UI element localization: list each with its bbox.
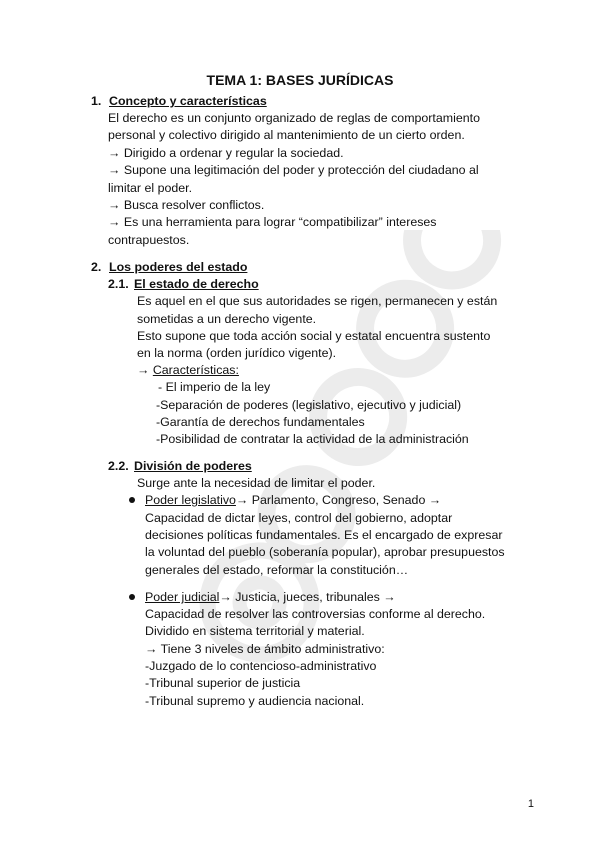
section-1-line: limitar el poder. (108, 181, 193, 195)
judicial-power-text: → Tiene 3 niveles de ámbito administrativo: (145, 642, 385, 656)
subsection-2-1-line: sometidas a un derecho vigente. (137, 312, 317, 326)
characteristics-line (137, 362, 239, 379)
section-2-heading: Los poderes del estado (109, 260, 248, 274)
legislative-power-text: la voluntad del pueblo (soberanía popular), aprobar presupuestos (145, 545, 505, 559)
subsection-2-1-number: 2.1. (108, 277, 129, 291)
subsection-2-1-heading: El estado de derecho (134, 277, 259, 291)
characteristic-item: - El imperio de la ley (158, 380, 271, 394)
legislative-power-label: Poder legislativo (145, 493, 236, 507)
legislative-power-line (145, 492, 441, 509)
legislative-power-text: generales del estado, reformar la constitución… (145, 563, 409, 577)
page-number: 1 (527, 798, 534, 810)
judicial-power-line (145, 589, 396, 606)
judicial-power-label: Poder judicial (145, 590, 220, 604)
characteristic-item: -Posibilidad de contratar la actividad de la administración (156, 432, 469, 446)
characteristic-item: -Separación de poderes (legislativo, ejecutivo y judicial) (156, 398, 462, 412)
subsection-2-1-line: Esto supone que toda acción social y estatal encuentra sustento (137, 329, 491, 343)
arrow-icon: → (137, 363, 150, 377)
section-1-line: El derecho es un conjunto organizado de reglas de comportamiento (108, 111, 480, 125)
legislative-power-rest: → Parlamento, Congreso, Senado → (235, 493, 442, 507)
judicial-power-rest: → Justicia, jueces, tribunales → (219, 590, 396, 604)
bullet-icon (129, 497, 135, 503)
subsection-2-2-intro: Surge ante la necesidad de limitar el poder. (137, 476, 376, 490)
judicial-power-text: -Tribunal superior de justicia (145, 676, 301, 690)
judicial-power-text: Capacidad de resolver las controversias conforme al derecho. (145, 607, 486, 621)
subsection-2-2-number: 2.2. (108, 459, 129, 473)
section-2-number: 2. (91, 260, 102, 274)
subsection-2-1-line: Es aquel en el que sus autoridades se rigen, permanecen y están (137, 294, 498, 308)
section-1-line: → Es una herramienta para lograr “compatibilizar” intereses (108, 215, 437, 229)
section-1-line: personal y colectivo dirigido al mantenimiento de un cierto orden. (108, 128, 465, 142)
characteristics-label: Características: (152, 363, 239, 377)
section-1-number: 1. (91, 94, 102, 108)
section-1-line: contrapuestos. (108, 233, 190, 247)
judicial-power-text: -Juzgado de lo contencioso-administrativo (145, 659, 377, 673)
judicial-power-text: -Tribunal supremo y audiencia nacional. (145, 694, 365, 708)
characteristic-item: -Garantía de derechos fundamentales (156, 415, 365, 429)
section-1-line: → Busca resolver conflictos. (108, 198, 265, 212)
section-1-line: → Supone una legitimación del poder y protección del ciudadano al (108, 163, 479, 177)
bullet-icon (129, 594, 135, 600)
subsection-2-1-line: en la norma (orden jurídico vigente). (137, 346, 337, 360)
judicial-power-text: Dividido en sistema territorial y material. (145, 624, 365, 638)
legislative-power-text: Capacidad de dictar leyes, control del gobierno, adoptar (145, 511, 453, 525)
section-1-line: → Dirigido a ordenar y regular la sociedad. (108, 146, 344, 160)
subsection-2-2-heading: División de poderes (134, 459, 252, 473)
section-1-heading: Concepto y características (109, 94, 267, 108)
legislative-power-text: decisiones políticas fundamentales. Es el encargado de expresar (145, 528, 503, 542)
document-title: TEMA 1: BASES JURÍDICAS (206, 72, 394, 88)
